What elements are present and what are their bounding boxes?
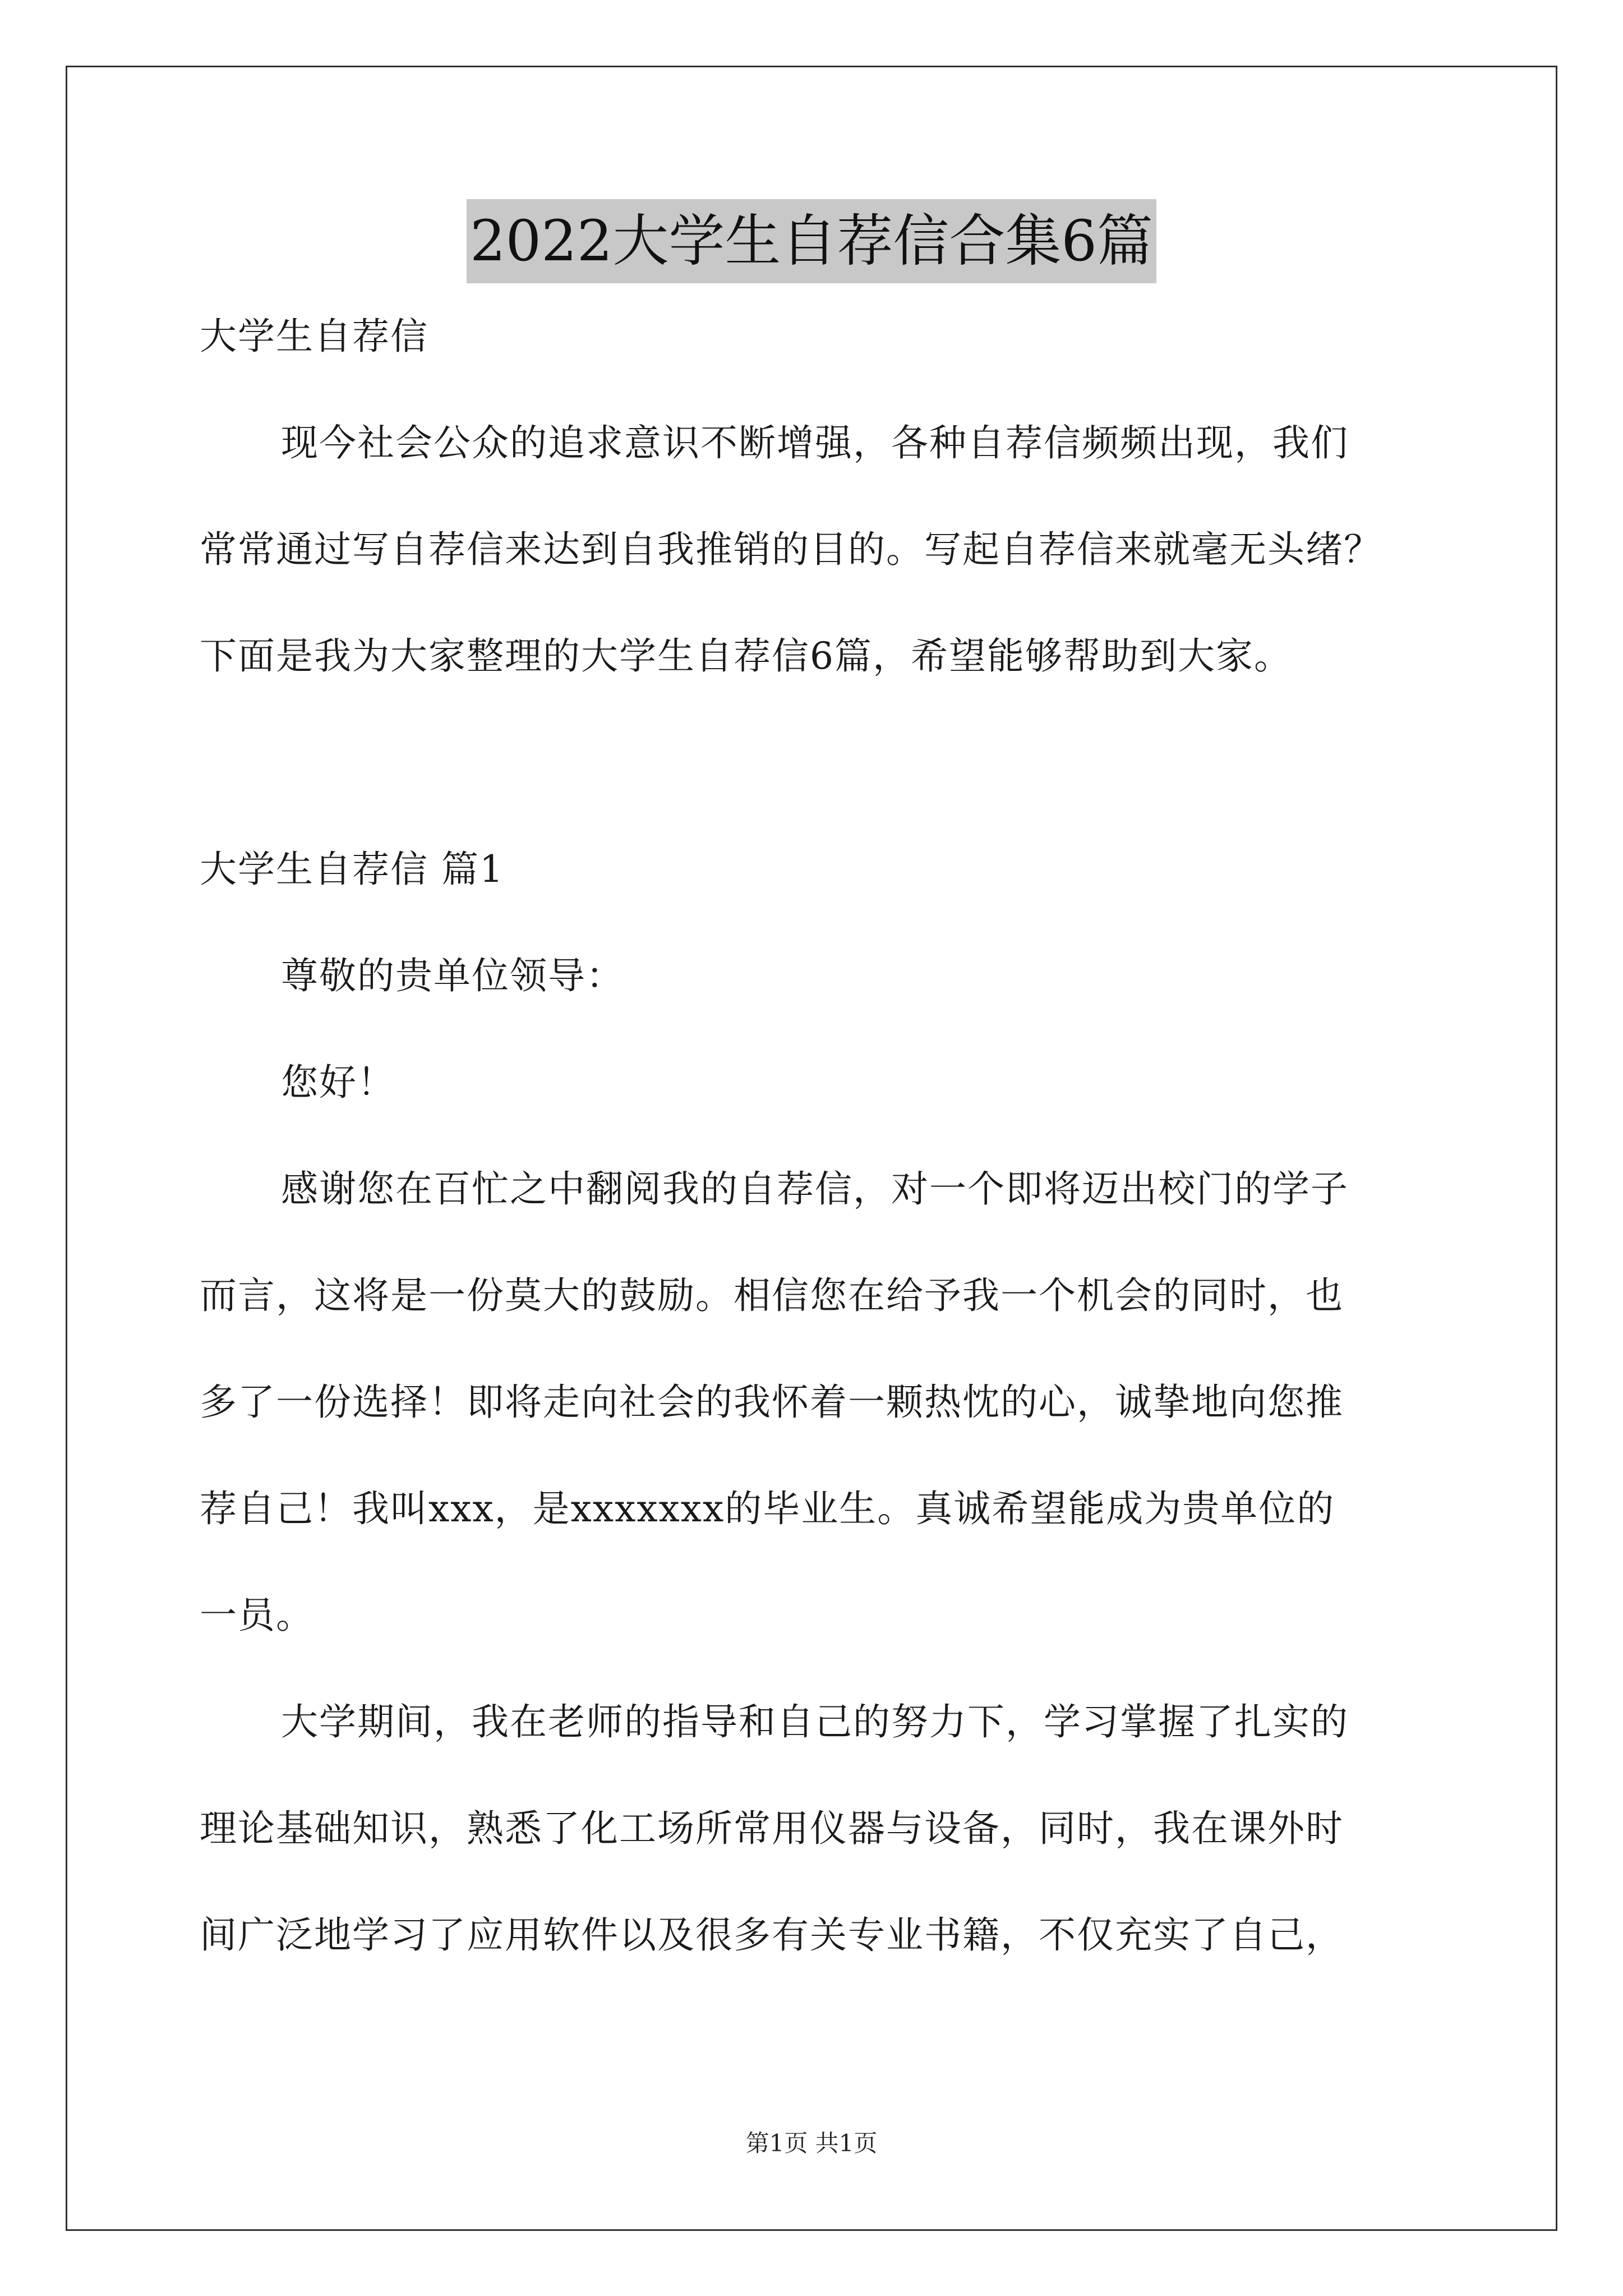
text-line: 理论基础知识，熟悉了化工场所常用仪器与设备，同时，我在课外时 (200, 1807, 1344, 1850)
text-line: 而言，这将是一份莫大的鼓励。相信您在给予我一个机会的同时，也 (200, 1274, 1344, 1317)
text-line: 尊敬的贵单位领导： (281, 954, 624, 997)
text-line: 大学生自荐信 (200, 315, 428, 358)
text-line: 现今社会公众的追求意识不断增强，各种自荐信频频出现，我们 (281, 421, 1349, 464)
text-line: 下面是我为大家整理的大学生自荐信6篇，希望能够帮助到大家。 (200, 634, 1292, 678)
title-container (0, 199, 1623, 283)
text-line: 感谢您在百忙之中翻阅我的自荐信，对一个即将迈出校门的学子 (281, 1167, 1349, 1211)
text-line: 间广泛地学习了应用软件以及很多有关专业书籍，不仅充实了自己， (200, 1913, 1344, 1957)
page-footer: 第1页 共1页 (745, 2129, 878, 2157)
text-line: 大学期间，我在老师的指导和自己的努力下，学习掌握了扎实的 (281, 1700, 1349, 1743)
blank-line (200, 726, 1473, 833)
document-title: 2022大学生自荐信合集6篇 (467, 199, 1156, 283)
text-line: 荐自己！我叫xxx，是xxxxxxx的毕业生。真诚希望能成为贵单位的 (200, 1487, 1335, 1530)
text-line: 一员。 (200, 1594, 314, 1637)
text-line: 您好！ (281, 1061, 395, 1104)
text-line: 常常通过写自荐信来达到自我推销的目的。写起自荐信来就毫无头绪？ (200, 528, 1382, 571)
text-line: 大学生自荐信 篇1 (200, 848, 504, 891)
text-line: 多了一份选择！即将走向社会的我怀着一颗热忱的心，诚挚地向您推 (200, 1381, 1344, 1424)
document-body (200, 300, 1473, 2005)
